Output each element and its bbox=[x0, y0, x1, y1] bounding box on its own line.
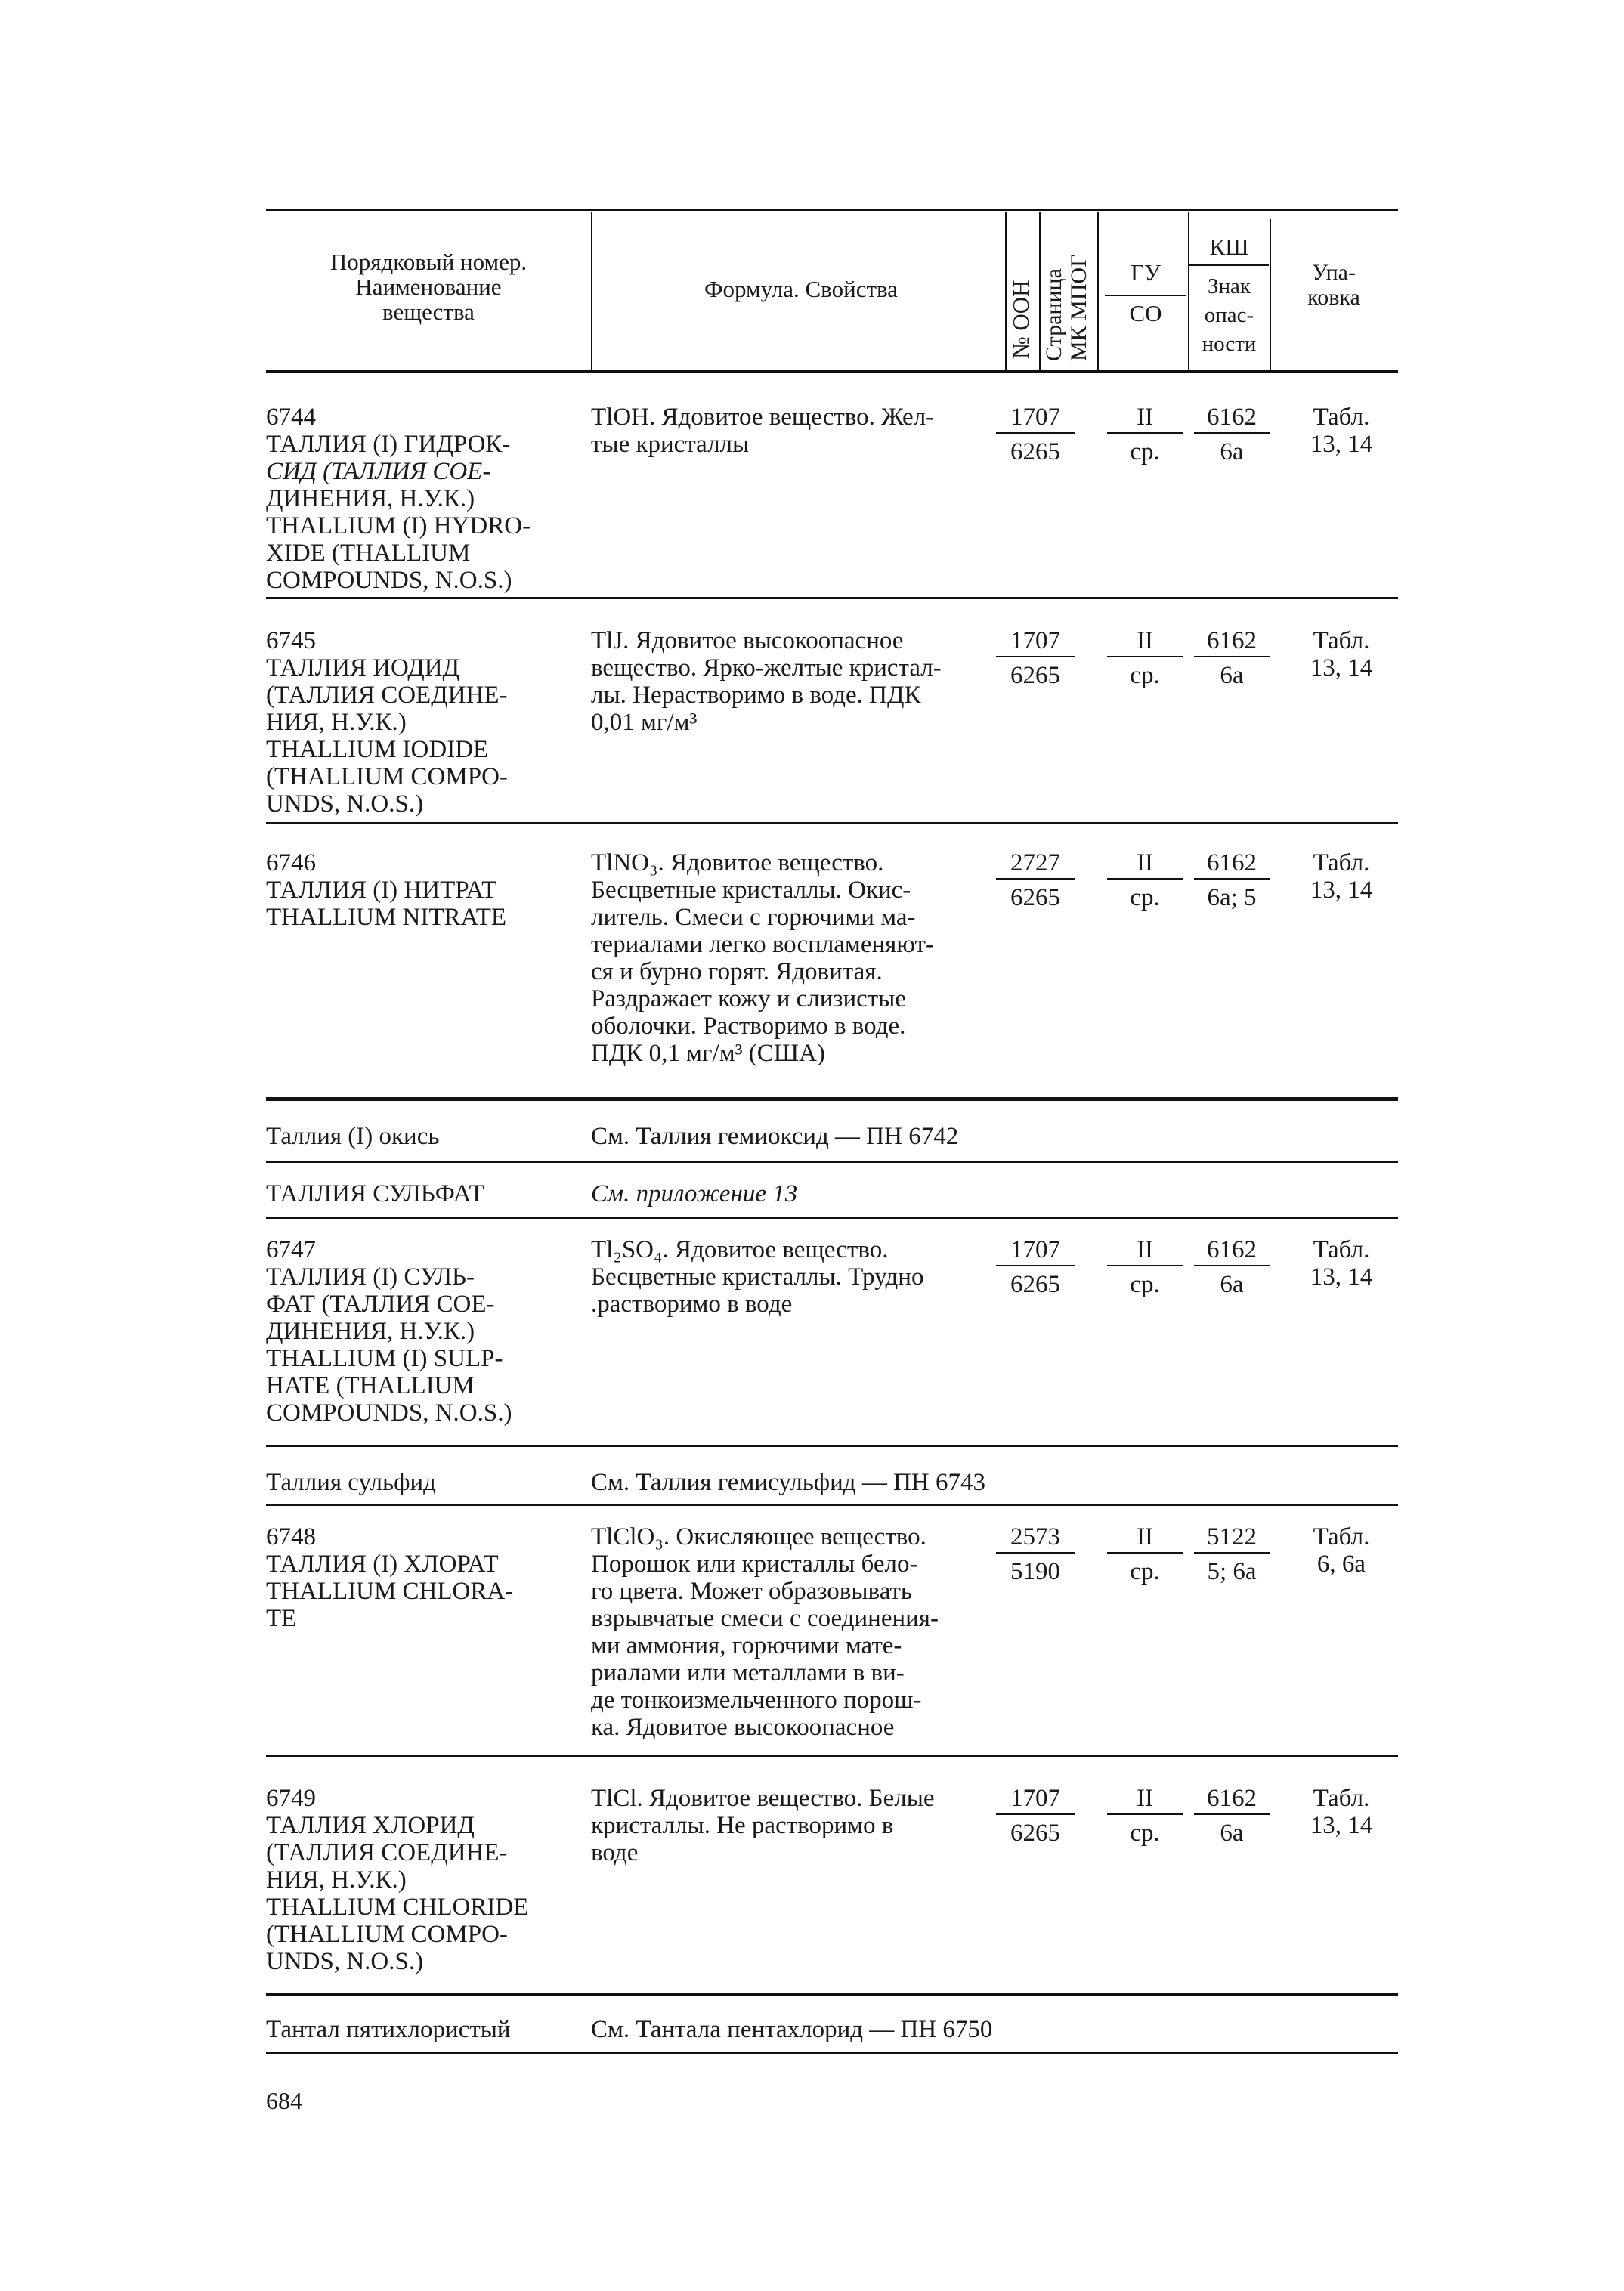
entry-6745-gu: II bbox=[1137, 627, 1153, 654]
fraction-rule bbox=[1107, 1813, 1183, 1815]
entry-6747-un: 1707 bbox=[1010, 1236, 1060, 1263]
header-formula: Формула. Свойства bbox=[704, 276, 898, 302]
entry-6747-formula: Tl₂SO₄. Ядовитое вещество. Бесцветные кристаллы. Трудно .растворимо в воде bbox=[591, 1236, 924, 1318]
entry-6744-un: 1707 bbox=[1010, 403, 1060, 431]
entry-6749-so: ср. bbox=[1130, 1820, 1160, 1847]
header-name: Порядковый номер. Наименование вещества bbox=[329, 249, 527, 325]
entry-6749-name: 6749 ТАЛЛИЯ ХЛОРИД (ТАЛЛИЯ СОЕДИНЕ- НИЯ, Н.У.К.) THALLIUM CHLORIDE (THALLIUM COMPO- UNDS, N.O.S.) bbox=[266, 1785, 529, 1975]
entry-6748-so: ср. bbox=[1130, 1558, 1160, 1585]
entry-6744-so: ср. bbox=[1130, 438, 1160, 465]
fraction-rule bbox=[1194, 656, 1270, 657]
entry-6747-ksh: 6162 bbox=[1207, 1236, 1257, 1263]
header-divider bbox=[1005, 212, 1007, 370]
entry-6745-un: 1707 bbox=[1010, 627, 1060, 654]
entry-6747-pack: Табл. 13, 14 bbox=[1310, 1236, 1373, 1291]
row-rule bbox=[266, 1217, 1398, 1219]
row-rule bbox=[266, 822, 1398, 824]
fraction-rule bbox=[1107, 432, 1183, 434]
row-rule bbox=[266, 597, 1398, 599]
entry-6749-pack: Табл. 13, 14 bbox=[1310, 1785, 1373, 1839]
entry-6749-formula: TlCl. Ядовитое вещество. Белые кристаллы. Не растворимо в воде bbox=[591, 1785, 935, 1866]
row-rule bbox=[266, 1504, 1398, 1506]
fraction-rule bbox=[996, 656, 1075, 657]
entry-6746-formula: TlNO₃. Ядовитое вещество. Бесцветные кристаллы. Окис- литель. Смеси с горючими ма- териалами легко воспламеняют- ся и бурно горят. Ядовитая. Раздражает кожу и слизистые оболочки. Растворимо в воде. ПДК 0,1 мг/м³ (США) bbox=[591, 849, 934, 1067]
ref-see: См. Таллия гемисульфид — ПН 6743 bbox=[591, 1469, 986, 1496]
header-page: Страница МК МПОГ bbox=[1041, 254, 1091, 361]
entry-6744-ksh: 6162 bbox=[1207, 403, 1257, 431]
entry-6748-ksh: 5122 bbox=[1207, 1523, 1257, 1551]
entry-6745-formula: TlJ. Ядовитое высокоопасное вещество. Ярко-желтые кристал- лы. Нерастворимо в воде. ПДК 0,01 мг/м³ bbox=[591, 627, 942, 736]
header-divider bbox=[1270, 219, 1271, 370]
row-rule-thick bbox=[266, 1097, 1398, 1101]
header-divider bbox=[591, 212, 592, 370]
entry-6746-hazard: 6а; 5 bbox=[1207, 884, 1257, 911]
row-rule bbox=[266, 1445, 1398, 1447]
row-rule bbox=[266, 1161, 1398, 1163]
row-rule bbox=[266, 1755, 1398, 1757]
fraction-rule bbox=[996, 1552, 1075, 1554]
fraction-rule bbox=[1107, 1265, 1183, 1266]
entry-6744-hazard: 6а bbox=[1220, 438, 1244, 465]
entry-6746-gu: II bbox=[1137, 849, 1153, 877]
ref-name: Таллия сульфид bbox=[266, 1469, 436, 1496]
entry-6744-gu: II bbox=[1137, 403, 1153, 431]
ref-see: См. приложение 13 bbox=[591, 1180, 798, 1207]
entry-6745-page: 6265 bbox=[1010, 662, 1060, 689]
entry-6745-so: ср. bbox=[1130, 662, 1160, 689]
fraction-rule bbox=[1194, 1813, 1270, 1815]
fraction-rule bbox=[1194, 1552, 1270, 1554]
header-hazard: Знак опас- ности bbox=[1202, 274, 1257, 356]
fraction-rule bbox=[1194, 878, 1270, 880]
entry-6746-pack: Табл. 13, 14 bbox=[1310, 849, 1373, 904]
entry-6747-hazard: 6а bbox=[1220, 1271, 1244, 1298]
entry-6746-ksh: 6162 bbox=[1207, 849, 1257, 877]
entry-6748-page: 5190 bbox=[1010, 1558, 1060, 1585]
entry-6748-un: 2573 bbox=[1010, 1523, 1060, 1551]
fraction-rule bbox=[996, 878, 1075, 880]
entry-6749-un: 1707 bbox=[1010, 1785, 1060, 1812]
fraction-rule bbox=[1107, 656, 1183, 657]
header-ksh: КШ bbox=[1209, 233, 1249, 260]
gu-so-divider bbox=[1105, 295, 1186, 296]
entry-6747-name: 6747 ТАЛЛИЯ (I) СУЛЬ- ФАТ (ТАЛЛИЯ СОЕ- ДИНЕНИЯ, Н.У.К.) THALLIUM (I) SULP- HATE (THALLIUM COMPOUNDS, N.O.S.) bbox=[266, 1236, 512, 1427]
header-so: СО bbox=[1129, 300, 1162, 326]
header-divider bbox=[1039, 212, 1041, 370]
entry-6748-formula: TlClO₃. Окисляющее вещество. Порошок или кристаллы бело- го цвета. Может образовывать взрывчатые смеси с соединения- ми аммония, горючими мате- риалами или металлами в ви- де тонкоизмельченного порош- ка. Ядовитое высокоопасное bbox=[591, 1523, 939, 1741]
entry-6747-so: ср. bbox=[1130, 1271, 1160, 1298]
ref-see: См. Таллия гемиоксид — ПН 6742 bbox=[591, 1123, 959, 1150]
entry-6746-page: 6265 bbox=[1010, 884, 1060, 911]
entry-6745-name: 6745 ТАЛЛИЯ ИОДИД (ТАЛЛИЯ СОЕДИНЕ- НИЯ, Н.У.К.) THALLIUM IODIDE (THALLIUM COMPO- UNDS, N.O.S.) bbox=[266, 627, 508, 818]
entry-6745-ksh: 6162 bbox=[1207, 627, 1257, 654]
entry-6746-name: 6746 ТАЛЛИЯ (I) НИТРАТ THALLIUM NITRATE bbox=[266, 849, 507, 931]
fraction-rule bbox=[1194, 432, 1270, 434]
entry-6749-ksh: 6162 bbox=[1207, 1785, 1257, 1812]
ref-see: См. Тантала пентахлорид — ПН 6750 bbox=[591, 2016, 993, 2043]
ref-name: ТАЛЛИЯ СУЛЬФАТ bbox=[266, 1180, 484, 1207]
entry-6744-name: 6744 ТАЛЛИЯ (I) ГИДРОК- СИД (ТАЛЛИЯ СОЕ- ДИНЕНИЯ, Н.У.К.) THALLIUM (I) HYDRO- XIDE (THALLIUM COMPOUNDS, N.O.S.) bbox=[266, 403, 531, 594]
entry-6744-page: 6265 bbox=[1010, 438, 1060, 465]
entry-6745-pack: Табл. 13, 14 bbox=[1310, 627, 1373, 682]
entry-6748-hazard: 5; 6а bbox=[1207, 1558, 1257, 1585]
ksh-divider bbox=[1189, 264, 1269, 266]
fraction-rule bbox=[996, 1265, 1075, 1266]
fraction-rule bbox=[996, 432, 1075, 434]
fraction-rule bbox=[996, 1813, 1075, 1815]
fraction-rule bbox=[1194, 1265, 1270, 1266]
entry-6746-un: 2727 bbox=[1010, 849, 1060, 877]
header-divider bbox=[1097, 212, 1099, 370]
entry-6748-pack: Табл. 6, 6а bbox=[1313, 1523, 1370, 1578]
entry-6744-formula: TlOH. Ядовитое вещество. Жел- тые кристаллы bbox=[591, 403, 935, 458]
entry-6748-name: 6748 ТАЛЛИЯ (I) ХЛОРАТ THALLIUM CHLORA- TE bbox=[266, 1523, 514, 1632]
page-number: 684 bbox=[266, 2087, 302, 2114]
entry-6749-gu: II bbox=[1137, 1785, 1153, 1812]
entry-6745-hazard: 6а bbox=[1220, 662, 1244, 689]
entry-6747-page: 6265 bbox=[1010, 1271, 1060, 1298]
ref-name: Тантал пятихлористый bbox=[266, 2016, 511, 2043]
entry-6749-page: 6265 bbox=[1010, 1820, 1060, 1847]
row-rule bbox=[266, 2052, 1398, 2054]
entry-6749-hazard: 6а bbox=[1220, 1820, 1244, 1847]
header-pack: Упа- ковка bbox=[1307, 260, 1360, 310]
entry-6747-gu: II bbox=[1137, 1236, 1153, 1263]
entry-6748-gu: II bbox=[1137, 1523, 1153, 1551]
fraction-rule bbox=[1107, 1552, 1183, 1554]
entry-6746-so: ср. bbox=[1130, 884, 1160, 911]
header-gu: ГУ bbox=[1131, 259, 1161, 286]
fraction-rule bbox=[1107, 878, 1183, 880]
ref-name: Таллия (I) окись bbox=[266, 1123, 440, 1150]
entry-6744-pack: Табл. 13, 14 bbox=[1310, 403, 1373, 458]
header-top-rule bbox=[266, 209, 1398, 211]
header-un: № ООН bbox=[1007, 280, 1034, 359]
header-bottom-rule bbox=[266, 370, 1398, 373]
row-rule bbox=[266, 1993, 1398, 1996]
